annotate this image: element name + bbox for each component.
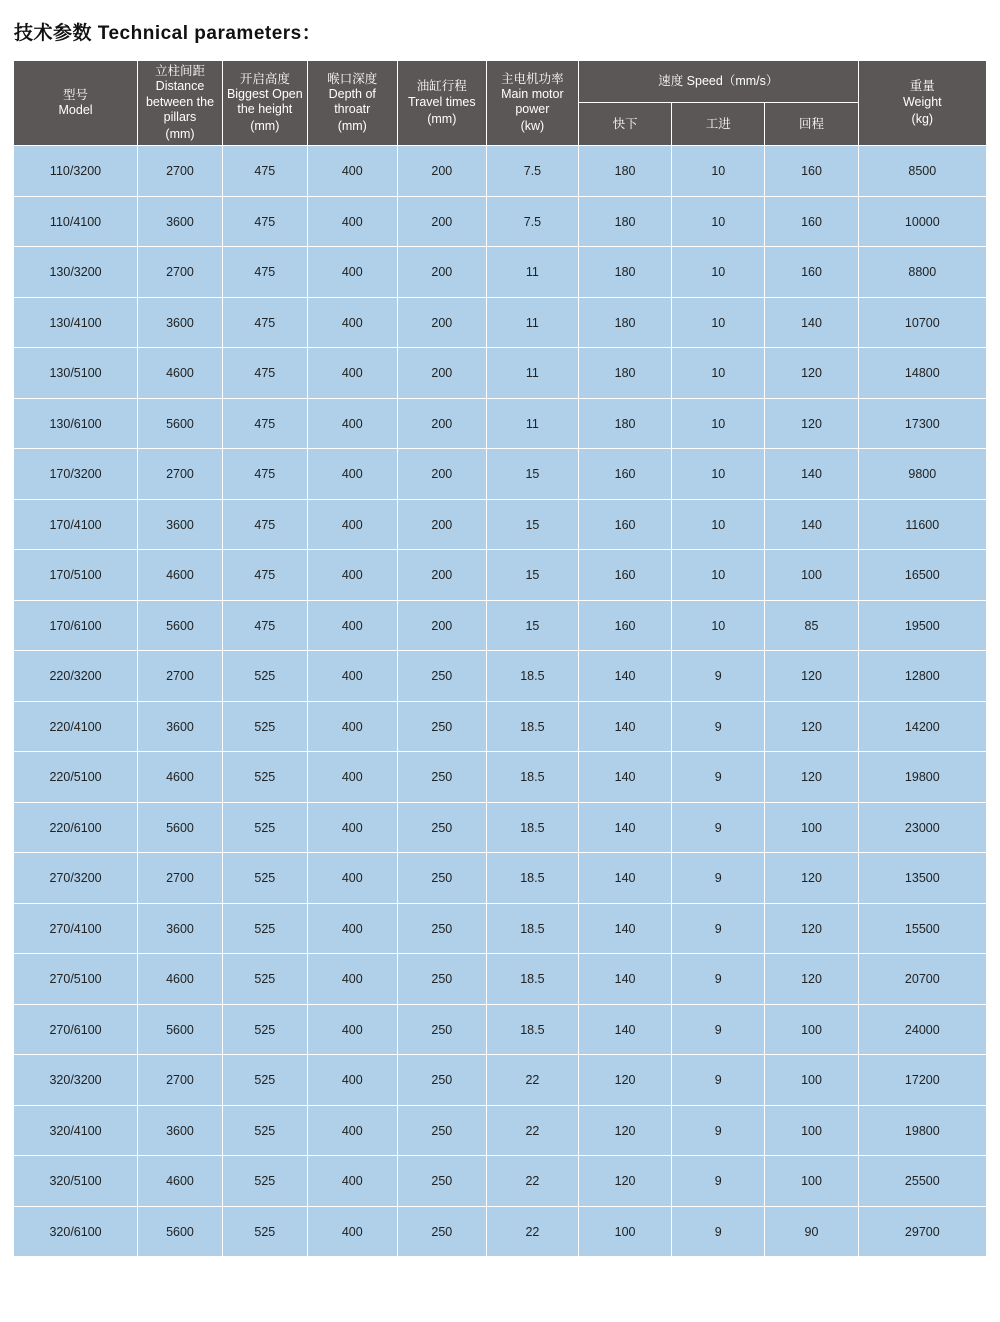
cell-speed-work: 10 xyxy=(672,348,765,399)
cell-speed-return: 85 xyxy=(765,600,858,651)
header-weight-cn: 重量 xyxy=(909,79,935,94)
cell-travel: 250 xyxy=(397,903,486,954)
cell-throat-depth: 400 xyxy=(307,297,397,348)
cell-speed-fast: 140 xyxy=(578,954,671,1005)
header-model-en: Model xyxy=(58,103,93,118)
table-row xyxy=(14,348,986,399)
cell-model: 130/3200 xyxy=(14,247,138,298)
cell-travel: 200 xyxy=(397,196,486,247)
cell-model: 270/6100 xyxy=(14,1004,138,1055)
cell-speed-return: 120 xyxy=(765,701,858,752)
cell-throat-depth: 400 xyxy=(307,853,397,904)
cell-speed-return: 120 xyxy=(765,651,858,702)
cell-weight: 19500 xyxy=(858,600,986,651)
cell-motor-power: 18.5 xyxy=(486,701,578,752)
cell-speed-return: 100 xyxy=(765,802,858,853)
cell-speed-work: 9 xyxy=(672,954,765,1005)
cell-speed-work: 9 xyxy=(672,1055,765,1106)
cell-model: 220/5100 xyxy=(14,752,138,803)
cell-weight: 13500 xyxy=(858,853,986,904)
cell-distance: 5600 xyxy=(138,802,223,853)
cell-travel: 250 xyxy=(397,651,486,702)
table-body xyxy=(14,146,986,1257)
cell-open-height: 525 xyxy=(222,903,307,954)
cell-throat-depth: 400 xyxy=(307,600,397,651)
cell-throat-depth: 400 xyxy=(307,1004,397,1055)
cell-speed-work: 10 xyxy=(672,600,765,651)
cell-model: 320/3200 xyxy=(14,1055,138,1106)
page-title: 技术参数 Technical parameters： xyxy=(14,23,322,44)
cell-open-height: 525 xyxy=(222,853,307,904)
cell-model: 170/6100 xyxy=(14,600,138,651)
technical-parameters-table-wrapper xyxy=(14,61,986,1256)
header-throat-depth-unit: (mm) xyxy=(337,119,367,134)
cell-weight: 16500 xyxy=(858,550,986,601)
cell-distance: 3600 xyxy=(138,297,223,348)
header-speed-fast: 快下 xyxy=(578,103,671,146)
header-motor-power-cn: 主电机功率 xyxy=(501,71,564,86)
cell-distance: 3600 xyxy=(138,499,223,550)
cell-speed-return: 120 xyxy=(765,853,858,904)
cell-weight: 29700 xyxy=(858,1206,986,1256)
header-travel-cn: 油缸行程 xyxy=(416,79,467,94)
cell-speed-return: 90 xyxy=(765,1206,858,1256)
cell-throat-depth: 400 xyxy=(307,499,397,550)
cell-distance: 2700 xyxy=(138,449,223,500)
header-speed-work: 工进 xyxy=(672,103,765,146)
cell-travel: 200 xyxy=(397,398,486,449)
cell-speed-return: 100 xyxy=(765,1156,858,1207)
cell-model: 170/5100 xyxy=(14,550,138,601)
cell-speed-work: 9 xyxy=(672,903,765,954)
header-motor-power xyxy=(486,61,578,146)
cell-speed-fast: 160 xyxy=(578,449,671,500)
header-distance xyxy=(138,61,223,146)
table-row xyxy=(14,1055,986,1106)
cell-travel: 250 xyxy=(397,853,486,904)
cell-weight: 25500 xyxy=(858,1156,986,1207)
cell-model: 130/6100 xyxy=(14,398,138,449)
cell-open-height: 525 xyxy=(222,1206,307,1256)
cell-model: 170/3200 xyxy=(14,449,138,500)
cell-speed-work: 9 xyxy=(672,752,765,803)
table-row xyxy=(14,1156,986,1207)
header-travel-unit: (mm) xyxy=(427,111,457,126)
header-throat-depth-cn: 喉口深度 xyxy=(327,71,378,86)
cell-travel: 250 xyxy=(397,1004,486,1055)
cell-speed-return: 160 xyxy=(765,196,858,247)
cell-distance: 5600 xyxy=(138,600,223,651)
cell-travel: 250 xyxy=(397,1206,486,1256)
cell-open-height: 525 xyxy=(222,1105,307,1156)
cell-travel: 250 xyxy=(397,752,486,803)
cell-speed-work: 9 xyxy=(672,853,765,904)
cell-distance: 2700 xyxy=(138,651,223,702)
cell-speed-return: 160 xyxy=(765,247,858,298)
cell-travel: 200 xyxy=(397,348,486,399)
cell-open-height: 525 xyxy=(222,651,307,702)
cell-throat-depth: 400 xyxy=(307,1156,397,1207)
cell-open-height: 475 xyxy=(222,297,307,348)
cell-motor-power: 22 xyxy=(486,1105,578,1156)
header-model-cn: 型号 xyxy=(63,87,89,102)
cell-motor-power: 18.5 xyxy=(486,853,578,904)
cell-weight: 10700 xyxy=(858,297,986,348)
cell-throat-depth: 400 xyxy=(307,802,397,853)
cell-throat-depth: 400 xyxy=(307,196,397,247)
cell-speed-fast: 140 xyxy=(578,651,671,702)
cell-motor-power: 15 xyxy=(486,449,578,500)
cell-weight: 20700 xyxy=(858,954,986,1005)
cell-model: 130/5100 xyxy=(14,348,138,399)
cell-model: 220/6100 xyxy=(14,802,138,853)
header-distance-cn: 立柱间距 xyxy=(154,64,205,78)
cell-motor-power: 22 xyxy=(486,1156,578,1207)
cell-speed-fast: 160 xyxy=(578,600,671,651)
cell-throat-depth: 400 xyxy=(307,701,397,752)
cell-speed-work: 9 xyxy=(672,1004,765,1055)
table-row xyxy=(14,196,986,247)
cell-distance: 5600 xyxy=(138,1206,223,1256)
cell-speed-return: 100 xyxy=(765,1105,858,1156)
table-row xyxy=(14,600,986,651)
cell-open-height: 525 xyxy=(222,752,307,803)
header-distance-unit: (mm) xyxy=(165,127,195,141)
header-row-primary xyxy=(14,61,986,103)
cell-throat-depth: 400 xyxy=(307,247,397,298)
cell-distance: 4600 xyxy=(138,1156,223,1207)
cell-throat-depth: 400 xyxy=(307,398,397,449)
cell-speed-work: 10 xyxy=(672,247,765,298)
cell-speed-fast: 180 xyxy=(578,398,671,449)
table-row xyxy=(14,903,986,954)
cell-weight: 19800 xyxy=(858,752,986,803)
cell-weight: 9800 xyxy=(858,449,986,500)
table-row xyxy=(14,752,986,803)
cell-distance: 4600 xyxy=(138,954,223,1005)
cell-throat-depth: 400 xyxy=(307,550,397,601)
cell-model: 270/4100 xyxy=(14,903,138,954)
cell-open-height: 525 xyxy=(222,1055,307,1106)
cell-speed-fast: 140 xyxy=(578,1004,671,1055)
cell-open-height: 525 xyxy=(222,701,307,752)
header-weight-unit: (kg) xyxy=(911,111,934,126)
cell-speed-fast: 140 xyxy=(578,853,671,904)
cell-weight: 24000 xyxy=(858,1004,986,1055)
table-row xyxy=(14,146,986,197)
cell-throat-depth: 400 xyxy=(307,1105,397,1156)
cell-travel: 200 xyxy=(397,146,486,197)
cell-motor-power: 7.5 xyxy=(486,196,578,247)
cell-throat-depth: 400 xyxy=(307,954,397,1005)
cell-distance: 2700 xyxy=(138,853,223,904)
cell-travel: 250 xyxy=(397,701,486,752)
cell-motor-power: 15 xyxy=(486,600,578,651)
cell-open-height: 525 xyxy=(222,1004,307,1055)
cell-speed-work: 10 xyxy=(672,297,765,348)
header-travel-en: Travel times xyxy=(408,94,476,109)
cell-speed-work: 9 xyxy=(672,1105,765,1156)
cell-distance: 3600 xyxy=(138,196,223,247)
cell-speed-return: 100 xyxy=(765,550,858,601)
cell-motor-power: 22 xyxy=(486,1055,578,1106)
cell-open-height: 525 xyxy=(222,802,307,853)
header-open-height-en: Biggest Open the height xyxy=(226,86,303,117)
table-row xyxy=(14,398,986,449)
cell-travel: 200 xyxy=(397,449,486,500)
header-open-height-cn: 开启高度 xyxy=(239,71,290,86)
cell-open-height: 475 xyxy=(222,398,307,449)
cell-weight: 8500 xyxy=(858,146,986,197)
table-row xyxy=(14,247,986,298)
cell-speed-fast: 160 xyxy=(578,550,671,601)
cell-model: 110/3200 xyxy=(14,146,138,197)
cell-speed-fast: 140 xyxy=(578,903,671,954)
cell-model: 170/4100 xyxy=(14,499,138,550)
table-row xyxy=(14,297,986,348)
cell-motor-power: 18.5 xyxy=(486,1004,578,1055)
cell-throat-depth: 400 xyxy=(307,146,397,197)
cell-travel: 200 xyxy=(397,247,486,298)
cell-open-height: 525 xyxy=(222,954,307,1005)
cell-speed-work: 10 xyxy=(672,196,765,247)
cell-distance: 4600 xyxy=(138,348,223,399)
cell-weight: 8800 xyxy=(858,247,986,298)
cell-distance: 5600 xyxy=(138,398,223,449)
cell-travel: 250 xyxy=(397,1105,486,1156)
cell-speed-return: 100 xyxy=(765,1055,858,1106)
cell-speed-fast: 180 xyxy=(578,247,671,298)
cell-model: 270/3200 xyxy=(14,853,138,904)
cell-weight: 12800 xyxy=(858,651,986,702)
cell-travel: 200 xyxy=(397,499,486,550)
cell-open-height: 475 xyxy=(222,499,307,550)
cell-motor-power: 18.5 xyxy=(486,752,578,803)
cell-motor-power: 18.5 xyxy=(486,802,578,853)
table-row xyxy=(14,701,986,752)
technical-parameters-table xyxy=(14,61,986,1256)
cell-speed-work: 10 xyxy=(672,449,765,500)
table-row xyxy=(14,954,986,1005)
cell-weight: 14800 xyxy=(858,348,986,399)
cell-speed-fast: 140 xyxy=(578,752,671,803)
cell-speed-work: 10 xyxy=(672,146,765,197)
cell-model: 320/6100 xyxy=(14,1206,138,1256)
table-header xyxy=(14,61,986,146)
cell-model: 270/5100 xyxy=(14,954,138,1005)
cell-speed-return: 140 xyxy=(765,449,858,500)
cell-throat-depth: 400 xyxy=(307,903,397,954)
header-open-height-unit: (mm) xyxy=(250,119,280,134)
cell-weight: 11600 xyxy=(858,499,986,550)
cell-open-height: 475 xyxy=(222,146,307,197)
cell-throat-depth: 400 xyxy=(307,752,397,803)
cell-speed-return: 120 xyxy=(765,348,858,399)
cell-speed-fast: 100 xyxy=(578,1206,671,1256)
cell-distance: 2700 xyxy=(138,1055,223,1106)
cell-distance: 3600 xyxy=(138,701,223,752)
cell-speed-fast: 120 xyxy=(578,1156,671,1207)
cell-open-height: 475 xyxy=(222,196,307,247)
cell-weight: 15500 xyxy=(858,903,986,954)
cell-travel: 200 xyxy=(397,600,486,651)
cell-model: 130/4100 xyxy=(14,297,138,348)
cell-open-height: 475 xyxy=(222,600,307,651)
header-speed-group: 速度 Speed（mm/s） xyxy=(578,61,858,103)
cell-motor-power: 22 xyxy=(486,1206,578,1256)
cell-motor-power: 7.5 xyxy=(486,146,578,197)
cell-weight: 19800 xyxy=(858,1105,986,1156)
cell-speed-fast: 140 xyxy=(578,701,671,752)
cell-distance: 4600 xyxy=(138,550,223,601)
cell-speed-work: 9 xyxy=(672,802,765,853)
table-row xyxy=(14,449,986,500)
cell-speed-return: 120 xyxy=(765,954,858,1005)
header-open-height xyxy=(222,61,307,146)
header-motor-power-en: Main motor power xyxy=(501,86,564,117)
cell-speed-return: 120 xyxy=(765,903,858,954)
cell-open-height: 475 xyxy=(222,247,307,298)
header-weight xyxy=(858,61,986,146)
cell-speed-fast: 140 xyxy=(578,802,671,853)
cell-speed-work: 9 xyxy=(672,651,765,702)
cell-distance: 5600 xyxy=(138,1004,223,1055)
cell-throat-depth: 400 xyxy=(307,449,397,500)
cell-speed-return: 140 xyxy=(765,297,858,348)
table-row xyxy=(14,1004,986,1055)
cell-model: 110/4100 xyxy=(14,196,138,247)
cell-travel: 250 xyxy=(397,1055,486,1106)
header-model xyxy=(14,61,138,146)
cell-open-height: 475 xyxy=(222,550,307,601)
cell-travel: 250 xyxy=(397,954,486,1005)
header-speed-return: 回程 xyxy=(765,103,858,146)
cell-speed-work: 10 xyxy=(672,398,765,449)
table-row xyxy=(14,802,986,853)
cell-motor-power: 18.5 xyxy=(486,954,578,1005)
cell-travel: 250 xyxy=(397,802,486,853)
cell-distance: 3600 xyxy=(138,1105,223,1156)
cell-speed-return: 100 xyxy=(765,1004,858,1055)
cell-speed-fast: 180 xyxy=(578,348,671,399)
cell-motor-power: 11 xyxy=(486,348,578,399)
cell-speed-work: 9 xyxy=(672,1206,765,1256)
cell-model: 320/4100 xyxy=(14,1105,138,1156)
table-row xyxy=(14,1105,986,1156)
cell-model: 220/4100 xyxy=(14,701,138,752)
cell-throat-depth: 400 xyxy=(307,1055,397,1106)
cell-weight: 14200 xyxy=(858,701,986,752)
cell-throat-depth: 400 xyxy=(307,651,397,702)
table-row xyxy=(14,651,986,702)
cell-speed-return: 120 xyxy=(765,398,858,449)
cell-motor-power: 18.5 xyxy=(486,903,578,954)
cell-speed-fast: 120 xyxy=(578,1055,671,1106)
cell-open-height: 525 xyxy=(222,1156,307,1207)
header-motor-power-unit: (kw) xyxy=(520,119,545,134)
table-row xyxy=(14,550,986,601)
cell-weight: 17300 xyxy=(858,398,986,449)
header-weight-en: Weight xyxy=(902,94,942,109)
cell-travel: 200 xyxy=(397,550,486,601)
cell-speed-work: 9 xyxy=(672,701,765,752)
table-row xyxy=(14,499,986,550)
header-travel xyxy=(397,61,486,146)
cell-weight: 10000 xyxy=(858,196,986,247)
cell-speed-return: 120 xyxy=(765,752,858,803)
header-throat-depth xyxy=(307,61,397,146)
cell-distance: 4600 xyxy=(138,752,223,803)
cell-travel: 200 xyxy=(397,297,486,348)
cell-speed-fast: 120 xyxy=(578,1105,671,1156)
cell-speed-work: 9 xyxy=(672,1156,765,1207)
cell-speed-fast: 180 xyxy=(578,297,671,348)
cell-speed-fast: 180 xyxy=(578,146,671,197)
cell-speed-work: 10 xyxy=(672,550,765,601)
cell-motor-power: 15 xyxy=(486,550,578,601)
cell-motor-power: 15 xyxy=(486,499,578,550)
cell-speed-return: 140 xyxy=(765,499,858,550)
cell-distance: 3600 xyxy=(138,903,223,954)
cell-speed-return: 160 xyxy=(765,146,858,197)
cell-model: 220/3200 xyxy=(14,651,138,702)
table-row xyxy=(14,853,986,904)
cell-motor-power: 11 xyxy=(486,398,578,449)
cell-throat-depth: 400 xyxy=(307,348,397,399)
cell-travel: 250 xyxy=(397,1156,486,1207)
header-throat-depth-en: Depth of throatr xyxy=(328,86,376,117)
cell-model: 320/5100 xyxy=(14,1156,138,1207)
cell-open-height: 475 xyxy=(222,348,307,399)
cell-distance: 2700 xyxy=(138,146,223,197)
cell-distance: 2700 xyxy=(138,247,223,298)
cell-speed-fast: 160 xyxy=(578,499,671,550)
cell-speed-fast: 180 xyxy=(578,196,671,247)
cell-weight: 23000 xyxy=(858,802,986,853)
table-row xyxy=(14,1206,986,1256)
cell-motor-power: 11 xyxy=(486,297,578,348)
cell-motor-power: 18.5 xyxy=(486,651,578,702)
cell-open-height: 475 xyxy=(222,449,307,500)
cell-motor-power: 11 xyxy=(486,247,578,298)
cell-weight: 17200 xyxy=(858,1055,986,1106)
cell-speed-work: 10 xyxy=(672,499,765,550)
cell-throat-depth: 400 xyxy=(307,1206,397,1256)
header-distance-en: Distance between the pillars xyxy=(145,79,215,124)
